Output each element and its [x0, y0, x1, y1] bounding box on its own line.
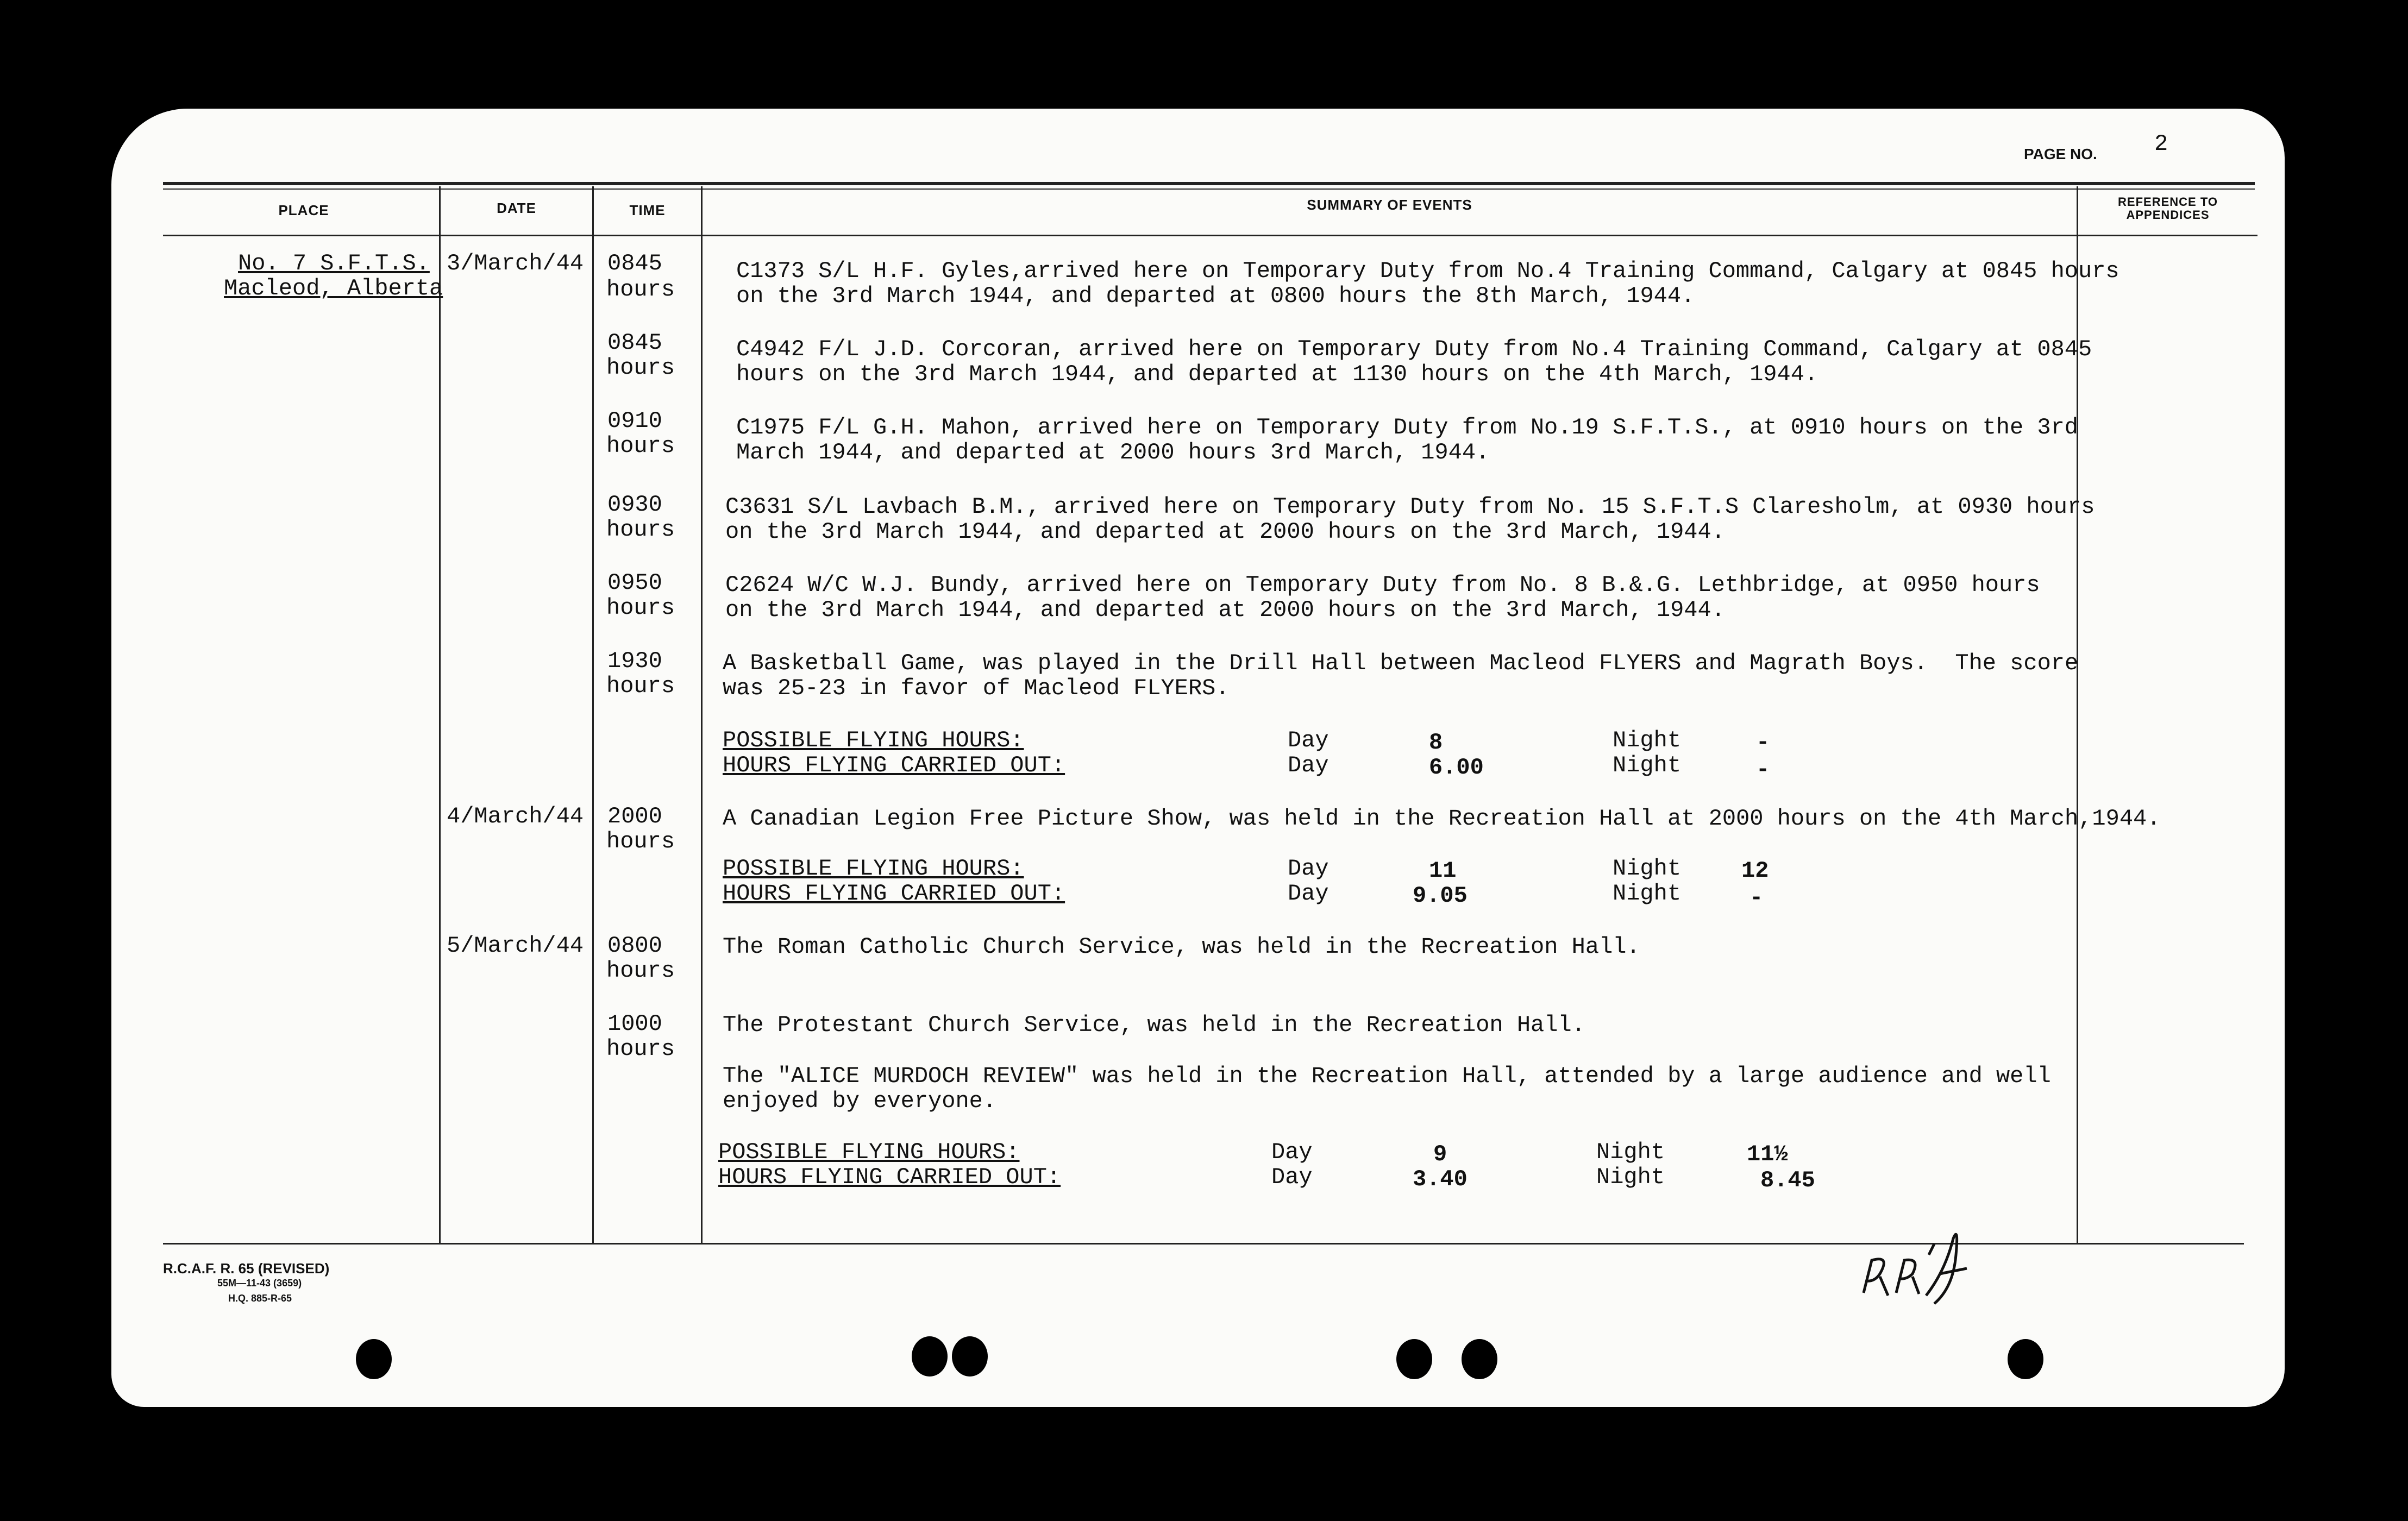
binder-hole: [912, 1336, 948, 1377]
entry-text: A Canadian Legion Free Picture Show, was held in the Recreation Hall at 2000 hours on the 4th March,1944.: [723, 806, 2161, 832]
possible-flying-label: POSSIBLE FLYING HOURS:: [718, 1139, 1020, 1165]
entry-text: C4942 F/L J.D. Corcoran, arrived here on Temporary Duty from No.4 Training Command, Calgary at 0845: [736, 336, 2092, 362]
review-text: enjoyed by everyone.: [723, 1088, 997, 1114]
binder-hole: [1462, 1339, 1497, 1379]
possible-day-value: 9: [1433, 1141, 1447, 1167]
entry-time: 1930: [607, 648, 662, 674]
entry-time-unit: hours: [606, 517, 675, 543]
handwritten-initials: [1858, 1222, 1989, 1309]
entry-text: C1975 F/L G.H. Mahon, arrived here on Temporary Duty from No.19 S.F.T.S., at 0910 hours on the 3rd: [736, 414, 2079, 441]
form-code-2: H.Q. 885-R-65: [228, 1293, 292, 1304]
binder-hole: [356, 1339, 392, 1379]
entry-time: 2000: [607, 803, 662, 829]
binder-hole: [952, 1336, 988, 1377]
possible-day-value: 8: [1429, 730, 1443, 756]
divider-time-summary: [701, 186, 703, 1245]
place-line-1: No. 7 S.F.T.S.: [238, 250, 430, 276]
night-label: Night: [1613, 752, 1682, 778]
binder-hole: [2008, 1339, 2043, 1379]
binder-hole: [1396, 1339, 1432, 1379]
night-label: Night: [1613, 727, 1682, 753]
entry-text: The Protestant Church Service, was held in the Recreation Hall.: [723, 1012, 1585, 1038]
col-place-header: PLACE: [278, 202, 329, 218]
col-date-header: DATE: [497, 200, 536, 216]
date-1: 3/March/44: [447, 250, 584, 276]
entry-time: 0910: [607, 408, 662, 434]
night-label: Night: [1613, 856, 1682, 882]
entry-text: C3631 S/L Lavbach B.M., arrived here on Temporary Duty from No. 15 S.F.T.S Claresholm, at 0930 hours: [725, 494, 2095, 520]
possible-night-value: 11½: [1747, 1141, 1788, 1167]
entry-text: A Basketball Game, was played in the Drill Hall between Macleod FLYERS and Magrath Boys. The score: [723, 650, 2079, 676]
page-no: 2: [2154, 131, 2168, 157]
carried-day-value: 9.05: [1413, 883, 1468, 909]
top-rule: [163, 182, 2255, 185]
entry-time: 0950: [607, 570, 662, 596]
entry-time-unit: hours: [606, 1036, 675, 1062]
day-label: Day: [1288, 856, 1329, 882]
entry-text: on the 3rd March 1944, and departed at 2000 hours on the 3rd March, 1944.: [725, 519, 1725, 545]
carried-flying-label: HOURS FLYING CARRIED OUT:: [718, 1164, 1061, 1190]
divider-date-time: [592, 186, 594, 1245]
possible-day-value: 11: [1429, 858, 1457, 884]
entry-text: on the 3rd March 1944, and departed at 0800 hours the 8th March, 1944.: [736, 283, 1695, 309]
carried-day-value: 6.00: [1429, 755, 1484, 781]
page-no-label: PAGE NO.: [2024, 146, 2097, 162]
carried-flying-label: HOURS FLYING CARRIED OUT:: [723, 752, 1065, 778]
date-3: 5/March/44: [447, 933, 584, 959]
entry-text: March 1944, and departed at 2000 hours 3rd March, 1944.: [736, 439, 1490, 466]
day-label: Day: [1288, 727, 1329, 753]
night-label: Night: [1613, 881, 1682, 907]
day-label: Day: [1271, 1164, 1313, 1190]
entry-text: was 25-23 in favor of Macleod FLYERS.: [723, 675, 1230, 701]
entry-time-unit: hours: [606, 355, 675, 381]
possible-night-value: 12: [1741, 858, 1769, 884]
top-rule-thin: [163, 188, 2255, 190]
col-time-header: TIME: [629, 202, 666, 218]
entry-text: hours on the 3rd March 1944, and departed at 1130 hours on the 4th March, 1944.: [736, 361, 1818, 387]
form-code-1: 55M—11-43 (3659): [217, 1278, 302, 1289]
entry-time: 0930: [607, 492, 662, 518]
entry-text: on the 3rd March 1944, and departed at 2000 hours on the 3rd March, 1944.: [725, 597, 1725, 623]
entry-text: C1373 S/L H.F. Gyles,arrived here on Temporary Duty from No.4 Training Command, Calgary at 0845 hours: [736, 258, 2119, 284]
entry-time: 0845: [607, 330, 662, 356]
header-rule: [163, 235, 2258, 236]
col-summary-header: SUMMARY OF EVENTS: [1307, 197, 1472, 213]
possible-night-value: -: [1756, 730, 1770, 756]
carried-day-value: 3.40: [1413, 1166, 1468, 1192]
night-label: Night: [1596, 1139, 1665, 1165]
place-line-2: Macleod, Alberta: [224, 275, 443, 301]
entry-text: The Roman Catholic Church Service, was held in the Recreation Hall.: [723, 934, 1640, 960]
day-label: Day: [1271, 1139, 1313, 1165]
carried-night-value: -: [1756, 757, 1770, 783]
col-reference-header: REFERENCE TO APPENDICES: [2118, 195, 2218, 222]
entry-time-unit: hours: [606, 673, 675, 699]
carried-night-value: -: [1749, 885, 1764, 911]
day-label: Day: [1288, 881, 1329, 907]
entry-time-unit: hours: [606, 433, 675, 459]
possible-flying-label: POSSIBLE FLYING HOURS:: [723, 856, 1024, 882]
entry-time: 1000: [607, 1011, 662, 1037]
carried-night-value: 8.45: [1760, 1167, 1815, 1193]
day-label: Day: [1288, 752, 1329, 778]
possible-flying-label: POSSIBLE FLYING HOURS:: [723, 727, 1024, 753]
carried-flying-label: HOURS FLYING CARRIED OUT:: [723, 881, 1065, 907]
review-text: The "ALICE MURDOCH REVIEW" was held in the Recreation Hall, attended by a large audience and well: [723, 1063, 2051, 1089]
form-number: R.C.A.F. R. 65 (REVISED): [163, 1260, 330, 1277]
entry-time: 0845: [607, 250, 662, 276]
divider-place-date: [439, 186, 441, 1245]
entry-time-unit: hours: [606, 828, 675, 854]
night-label: Night: [1596, 1164, 1665, 1190]
entry-time-unit: hours: [606, 958, 675, 984]
entry-time-unit: hours: [606, 595, 675, 621]
entry-time-unit: hours: [606, 276, 675, 303]
entry-time: 0800: [607, 933, 662, 959]
date-2: 4/March/44: [447, 803, 584, 829]
entry-text: C2624 W/C W.J. Bundy, arrived here on Temporary Duty from No. 8 B.&.G. Lethbridge, at 0950 hours: [725, 572, 2040, 598]
